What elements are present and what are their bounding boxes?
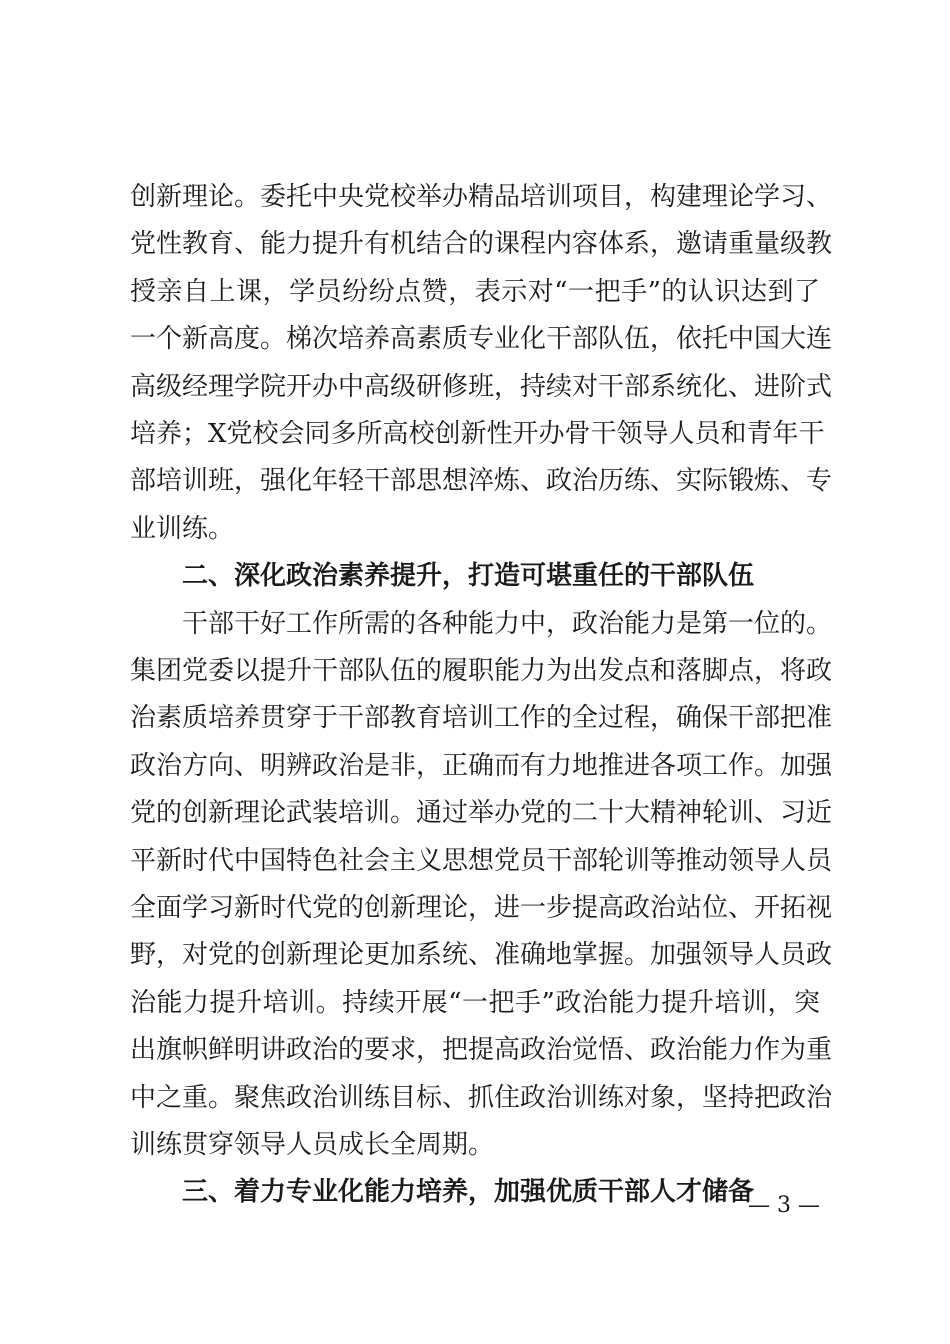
paragraph-2-line-11: 中之重。聚焦政治训练目标、抓住政治训练对象，坚持把政治 <box>130 1083 833 1113</box>
paragraph-1-line-5: 高级经理学院开办中高级研修班，持续对干部系统化、进阶式 <box>130 372 833 402</box>
paragraph-2-line-12: 训练贯穿领导人员成长全周期。 <box>130 1130 495 1160</box>
paragraph-1-line-2: 党性教育、能力提升有机结合的课程内容体系，邀请重量级教 <box>130 229 833 259</box>
paragraph-1-line-3: 授亲自上课，学员纷纷点赞，表示对“一把手”的认识达到了 <box>130 277 820 307</box>
paragraph-2-line-1: 干部干好工作所需的各种能力中，政治能力是第一位的。 <box>182 609 833 639</box>
paragraph-2-line-3: 治素质培养贯穿于干部教育培训工作的全过程，确保干部把准 <box>130 703 833 733</box>
paragraph-2-line-2: 集团党委以提升干部队伍的履职能力为出发点和落脚点，将政 <box>130 656 833 686</box>
paragraph-1-line-6: 培养；X党校会同多所高校创新性开办骨干领导人员和青年干 <box>130 419 825 449</box>
section-heading-3: 三、着力专业化能力培养，加强优质干部人才储备 <box>182 1177 755 1207</box>
paragraph-2-line-7: 全面学习新时代党的创新理论，进一步提高政治站位、开拓视 <box>130 893 833 923</box>
page-number: — 3 — <box>748 1193 820 1218</box>
paragraph-1-line-7: 部培训班，强化年轻干部思想淬炼、政治历练、实际锻炼、专 <box>130 466 833 496</box>
paragraph-2-line-10: 出旗帜鲜明讲政治的要求，把提高政治觉悟、政治能力作为重 <box>130 1035 833 1065</box>
section-heading-2: 二、深化政治素养提升，打造可堪重任的干部队伍 <box>182 561 755 591</box>
paragraph-2-line-8: 野，对党的创新理论更加系统、准确地掌握。加强领导人员政 <box>130 940 833 970</box>
paragraph-1-line-4: 一个新高度。梯次培养高素质专业化干部队伍，依托中国大连 <box>130 324 833 354</box>
paragraph-1-line-1: 创新理论。委托中央党校举办精品培训项目，构建理论学习、 <box>130 182 833 212</box>
paragraph-2-line-9: 治能力提升培训。持续开展“一把手”政治能力提升培训，突 <box>130 988 820 1018</box>
paragraph-1-line-8: 业训练。 <box>130 514 235 544</box>
paragraph-2-line-5: 党的创新理论武装培训。通过举办党的二十大精神轮训、习近 <box>130 798 833 828</box>
paragraph-2-line-6: 平新时代中国特色社会主义思想党员干部轮训等推动领导人员 <box>130 846 833 876</box>
paragraph-2-line-4: 政治方向、明辨政治是非，正确而有力地推进各项工作。加强 <box>130 751 833 781</box>
